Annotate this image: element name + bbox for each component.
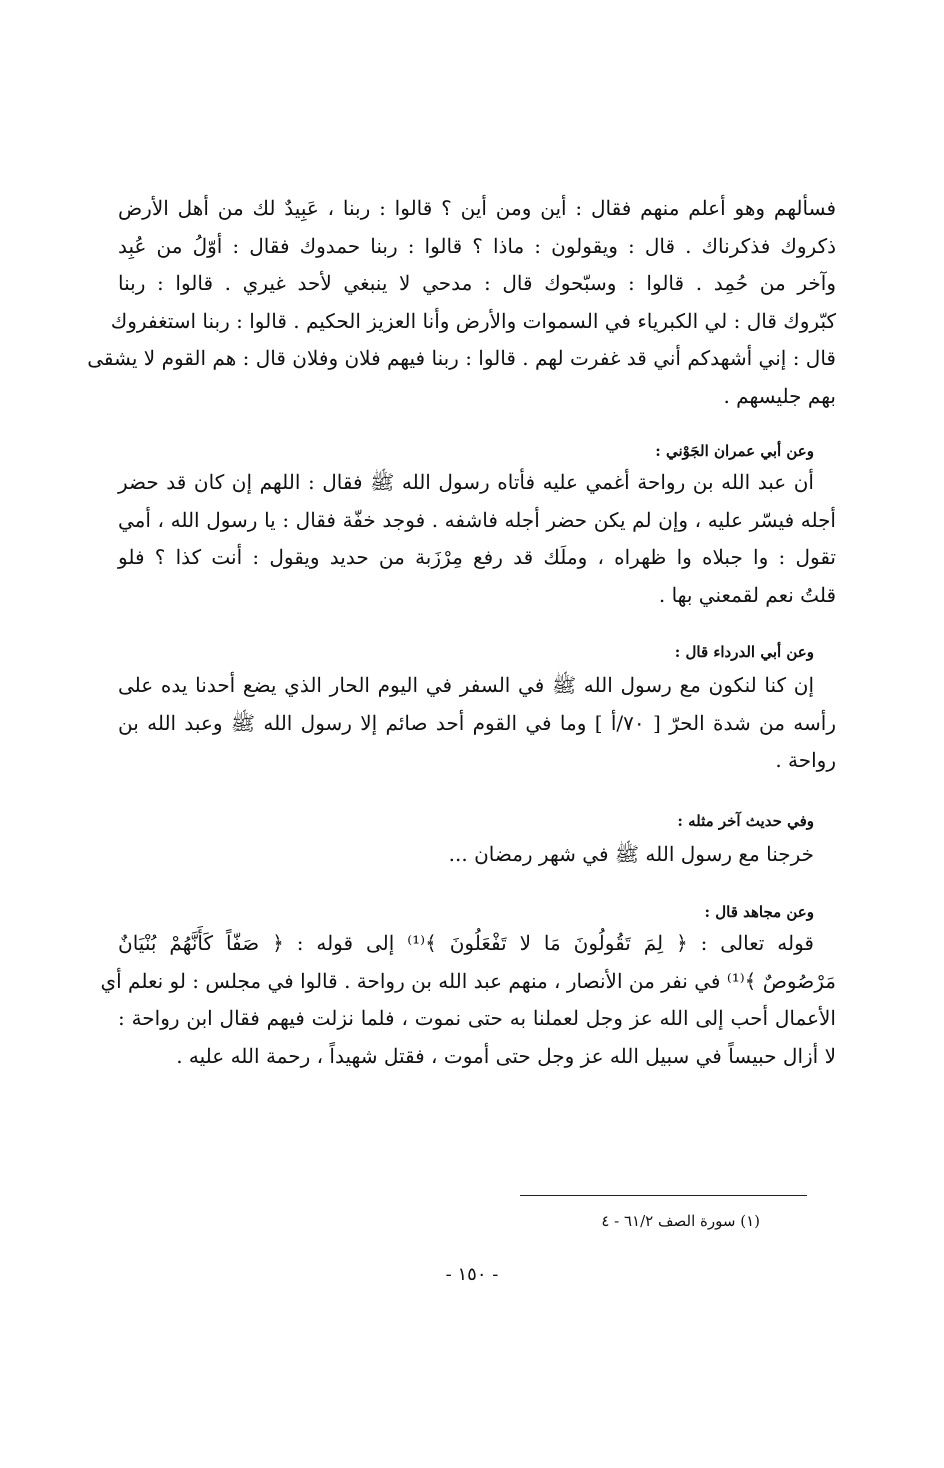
footnote-divider xyxy=(520,1195,807,1196)
text-line: قلتُ نعم لقمعني بها . xyxy=(658,582,836,607)
paragraph-2 xyxy=(118,464,836,614)
page-body xyxy=(87,190,837,1075)
text-line: رأسه من شدة الحرّ [ ٧٠/أ ] وما في القوم أحد صائم إلا رسول الله ﷺ وعبد الله بن xyxy=(118,710,836,735)
section-heading-abi-darda: وعن أبي الدرداء قال : xyxy=(674,643,814,661)
text-line: خرجنا مع رسول الله ﷺ في شهر رمضان ... xyxy=(448,841,814,866)
text-line: فسألهم وهو أعلم منهم فقال : أين ومن أين ؟ قالوا : ربنا ، عَبِيدٌ لك من أهل الأرض xyxy=(118,196,837,220)
text-line: الأعمال أحب إلى الله عز وجل لعملنا به حتى نموت ، فلما نزلت فيهم فقال ابن رواحة : xyxy=(118,1006,836,1030)
section-heading-other-hadith: وفي حديث آخر مثله : xyxy=(677,811,814,830)
paragraph-5 xyxy=(100,925,836,1075)
text-line: أجله فيسّر عليه ، وإن لم يكن حضر أجله فاشفه . فوجد خفّة فقال : يا رسول الله ، أمي xyxy=(118,507,836,532)
section-heading-mujahid: وعن مجاهد قال : xyxy=(704,903,814,921)
text-line: ذكروك فذكرناك . قال : ويقولون : ماذا ؟ قالوا : ربنا حمدوك فقال : أوّلُ من عُبِد xyxy=(118,233,836,258)
text-line: مَرْصُوصٌ ﴾⁽¹⁾ في نفر من الأنصار ، منهم عبد الله بن رواحة . قالوا في مجلس : لو نعلم أي xyxy=(100,968,836,993)
text-line: كبّروك قال : لي الكبرياء في السموات والأرض وأنا العزيز الحكيم . قالوا : ربنا استغفروك xyxy=(110,308,836,333)
text-line: وآخر من حُمِد . قالوا : وسبّحوك قال : مدحي لا ينبغي لأحد غيري . قالوا : ربنا xyxy=(118,271,836,295)
text-line: أن عبد الله بن رواحة أغمي عليه فأتاه رسول الله ﷺ فقال : اللهم إن كان قد حضر xyxy=(118,470,814,494)
text-line: إن كنا لنكون مع رسول الله ﷺ في السفر في اليوم الحار الذي يضع أحدنا يده على xyxy=(118,673,814,697)
footnote: (١) سورة الصف ٦١/٢ - ٤ xyxy=(601,1212,760,1230)
paragraph-4 xyxy=(118,836,836,874)
page-number: - ١٥٠ - xyxy=(445,1264,499,1285)
text-line: بهم جليسهم . xyxy=(723,383,836,408)
text-line: قال : إني أشهدكم أني قد غفرت لهم . قالوا : ربنا فيهم فلان وفلان قال : هم القوم لا يشقى xyxy=(87,346,836,370)
text-line: رواحة . xyxy=(775,748,836,772)
section-heading-abi-imran: وعن أبي عمران الجَوْني : xyxy=(655,442,814,460)
paragraph-1 xyxy=(87,190,837,415)
text-line: تقول : وا جبلاه وا ظهراه ، وملَك قد رفع مِرْزَبة من حديد ويقول : أنت كذا ؟ فلو xyxy=(118,545,836,569)
text-line: قوله تعالى : ﴿ لِمَ تَقُولُونَ مَا لا تَفْعَلُونَ ﴾⁽¹⁾ إلى قوله : ﴿ صَفّاً كَأَنَّهُمْ بُنْيَانٌ xyxy=(118,931,814,955)
paragraph-3 xyxy=(118,667,836,780)
text-line: لا أزال حبيساً في سبيل الله عز وجل حتى أموت ، فقتل شهيداً ، رحمة الله عليه . xyxy=(176,1043,836,1068)
